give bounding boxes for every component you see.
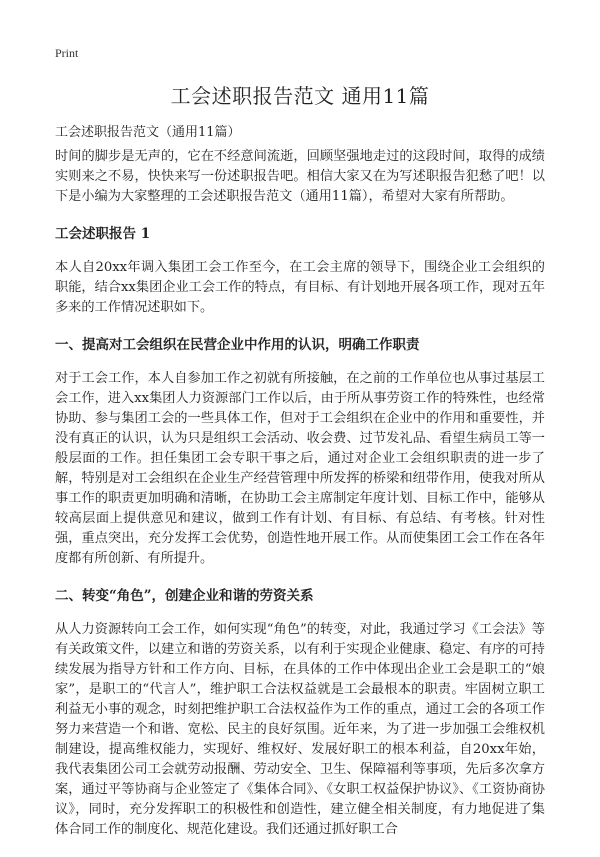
intro-paragraph: 时间的脚步是无声的，它在不经意间流逝，回顾坚强地走过的这段时间，取得的成绩实则来之不易，快快来写一份述职报告吧。相信大家又在为写述职报告犯愁了吧！以下是小编为大家整理的工会述职报告范文（通用11篇），希望对大家有所帮助。 xyxy=(55,149,545,204)
print-link[interactable]: Print xyxy=(55,46,79,60)
page-title: 工会述职报告范文 通用11篇 xyxy=(170,84,430,108)
section1-paragraph: 对于工会工作，本人自参加工作之初就有所接触，在之前的工作单位也从事过基层工会工作，进入xx集团人力资源部门工作以后，由于所从事劳资工作的特殊性，也经常协助、参与集团工会的一些具体工作，但对于工会组织在企业中的作用和重要性，并没有真正的认识，认为只是组织工会活动、收会费、过节发礼品、看望生病员工等一般层面的工作。担任集团工会专职干事之后，通过对企业工会组织职责的进一步了解，特别是对工会组织在企业生产经营管理中所发挥的桥梁和纽带作用，使我对所从事工作的职责更加明确和清晰，在协助工会主席制定年度计划、目标工作中，能够从较高层面上提供意见和建议，做到工作有计划、有目标、有总结、有考核。针对性强，重点突出，充分发挥工会优势，创造性地开展工作。从而使集团工会工作在各年度都有所创新、有所提升。 xyxy=(55,371,545,566)
report-heading: 工会述职报告 1 xyxy=(55,226,151,242)
document-body xyxy=(55,147,545,857)
report-intro-paragraph: 本人自20xx年调入集团工会工作至今，在工会主席的领导下，围绕企业工会组织的职能，结合xx集团企业工会工作的特点，有目标、有计划地开展各项工作，现对五年多来的工作情况述职如下。 xyxy=(55,260,545,315)
section1-heading: 一、提高对工会组织在民营企业中作用的认识，明确工作职责 xyxy=(55,337,420,353)
section2-heading: 二、转变“角色”，创建企业和谐的劳资关系 xyxy=(55,588,314,604)
document-subtitle: 工会述职报告范文（通用11篇） xyxy=(55,125,241,140)
section2-paragraph: 从人力资源转向工会工作，如何实现“角色”的转变，对此，我通过学习《工会法》等有关政策文件，以建立和谐的劳资关系，以有利于实现企业健康、稳定、有序的可持续发展为指导方针和工作方向、目标，在具体的工作中体现出企业工会是职工的“娘家”，是职工的“代言人”，维护职工合法权益就是工会最根本的职责。牢固树立职工利益无小事的观念，时刻把维护职工合法权益作为工作的重点，通过工会的各项工作努力来营造一个和谐、宽松、民主的良好氛围。近年来，为了进一步加强工会维权机制建设，提高维权能力，实现好、维权好、发展好职工的根本利益，自20xx年始，我代表集团公司工会就劳动报酬、劳动安全、卫生、保障福利等事项，先后多次拿方案，通过平等协商与企业签定了《集体合同》、《女职工权益保护协议》、《工资协商协议》，同时，充分发挥职工的积极性和创造性，建立健全相关制度，有力地促进了集体合同工作的制度化、规范化建设。我们还通过抓好职工合 xyxy=(55,622,545,837)
